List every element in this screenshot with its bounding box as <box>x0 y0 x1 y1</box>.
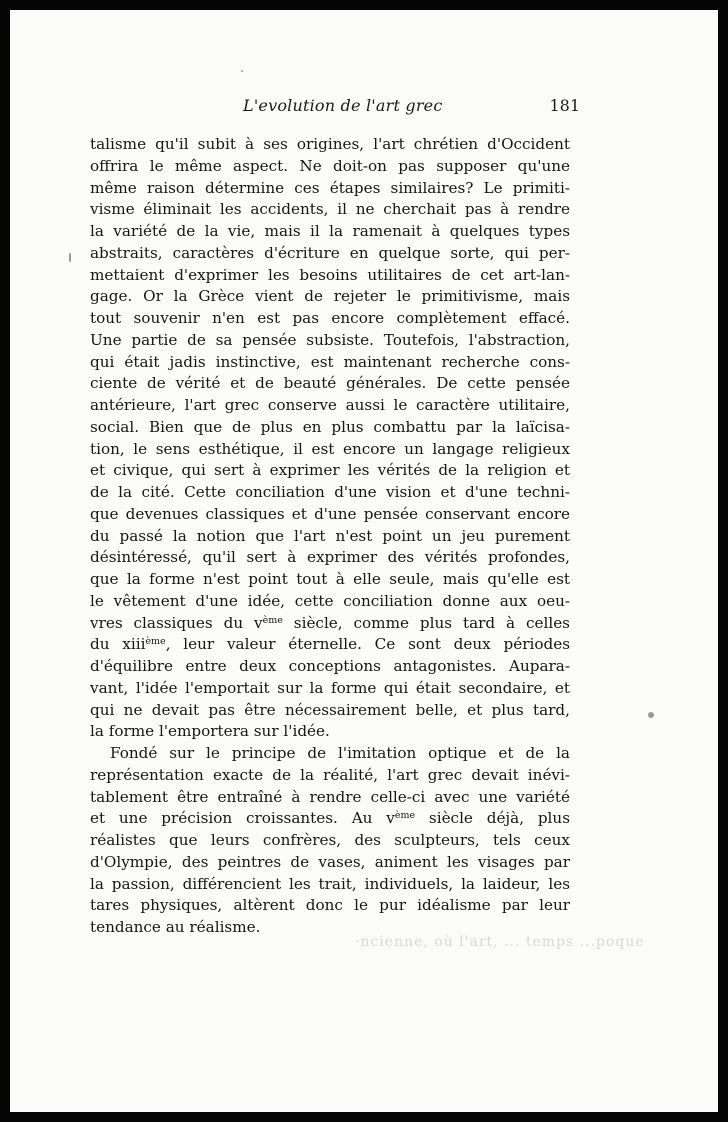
text-fragment: siècle, comme plus tard à celles <box>282 613 570 632</box>
running-head <box>95 96 580 120</box>
page-number: 181 <box>549 96 580 115</box>
paper-speck <box>241 70 243 72</box>
text-fragment: vres classiques du v <box>90 613 263 632</box>
text-line: visme éliminait les accidents, il ne cherchait pas à rendre <box>90 200 570 219</box>
text-line: la passion, différencient les trait, individuels, la laideur, les <box>90 874 570 893</box>
running-title: L'evolution de l'art grec <box>243 96 443 115</box>
text-line: gage. Or la Grèce vient de rejeter le primitivisme, mais <box>90 287 570 306</box>
text-line: le vêtement d'une idée, cette conciliation donne aux oeu- <box>90 591 570 610</box>
superscript: ème <box>394 810 416 822</box>
text-line: la variété de la vie, mais il la ramenait à quelques types <box>90 222 570 240</box>
bleed-through-text: ·ncienne, où l'art, ... temps ...poque <box>355 934 645 950</box>
text-line: tendance au réalisme. <box>90 918 261 936</box>
text-line: tares physiques, altèrent donc le pur idéalisme par leur <box>90 896 570 915</box>
book-page <box>10 10 718 1112</box>
text-line: abstraits, caractères d'écriture en quelque sorte, qui per- <box>90 243 570 262</box>
text-line: réalistes que leurs confrères, des sculpteurs, tels ceux <box>90 831 570 849</box>
paper-speck <box>648 712 654 718</box>
text-line: qui ne devait pas être nécessairement belle, et plus tard, <box>90 700 570 719</box>
superscript: ème <box>262 614 283 626</box>
text-fragment: et une précision croissantes. Au v <box>90 809 395 828</box>
text-line: que devenues classiques et d'une pensée conservant encore <box>90 504 570 523</box>
text-line: talisme qu'il subit à ses origines, l'art chrétien d'Occident <box>90 135 570 153</box>
text-fragment: du xiii <box>90 635 146 654</box>
text-line: d'équilibre entre deux conceptions antagonistes. Aupara- <box>90 657 570 675</box>
text-line: du passé la notion que l'art n'est point un jeu purement <box>90 526 570 545</box>
text-line: tablement être entraîné à rendre celle-ci avec une variété <box>90 787 570 806</box>
text-fragment: siècle déjà, plus <box>415 809 570 828</box>
text-line: antérieure, l'art grec conserve aussi le caractère utilitaire, <box>90 396 570 414</box>
text-line-with-superscript <box>90 808 570 830</box>
text-line: ciente de vérité et de beauté générales. De cette pensée <box>90 374 570 393</box>
text-line: vant, l'idée l'emportait sur la forme qui était secondaire, et <box>90 678 570 697</box>
text-line-with-superscript <box>90 634 570 656</box>
text-line: social. Bien que de plus en plus combattu par la laïcisa- <box>90 417 570 436</box>
text-line: tion, le sens esthétique, il est encore un langage religieux <box>90 439 570 458</box>
text-line: offrira le même aspect. Ne doit-on pas supposer qu'une <box>90 156 570 175</box>
text-line: que la forme n'est point tout à elle seule, mais qu'elle est <box>90 570 570 588</box>
text-line: mettaient d'exprimer les besoins utilitaires de cet art-lan- <box>90 265 570 284</box>
text-line: Une partie de sa pensée subsiste. Toutefois, l'abstraction, <box>90 330 570 349</box>
text-line: d'Olympie, des peintres de vases, animent les visages par <box>90 852 570 871</box>
text-line: qui était jadis instinctive, est maintenant recherche cons- <box>90 352 570 371</box>
text-line: de la cité. Cette conciliation d'une vision et d'une techni- <box>90 483 570 501</box>
text-line: et civique, qui sert à exprimer les vérités de la religion et <box>90 461 570 480</box>
text-line: représentation exacte de la réalité, l'art grec devait inévi- <box>90 765 570 784</box>
text-fragment: , leur valeur éternelle. Ce sont deux périodes <box>165 635 570 654</box>
text-line: tout souvenir n'en est pas encore complètement effacé. <box>90 309 570 327</box>
text-line: même raison détermine ces étapes similaires? Le primiti- <box>90 178 570 197</box>
paper-speck <box>69 253 71 262</box>
text-line-with-superscript <box>90 613 570 635</box>
text-line: la forme l'emportera sur l'idée. <box>90 722 330 741</box>
text-line: désintéressé, qu'il sert à exprimer des vérités profondes, <box>90 548 570 567</box>
body-text <box>90 134 570 939</box>
superscript: ème <box>145 636 166 648</box>
text-line: Fondé sur le principe de l'imitation optique et de la <box>110 744 570 762</box>
